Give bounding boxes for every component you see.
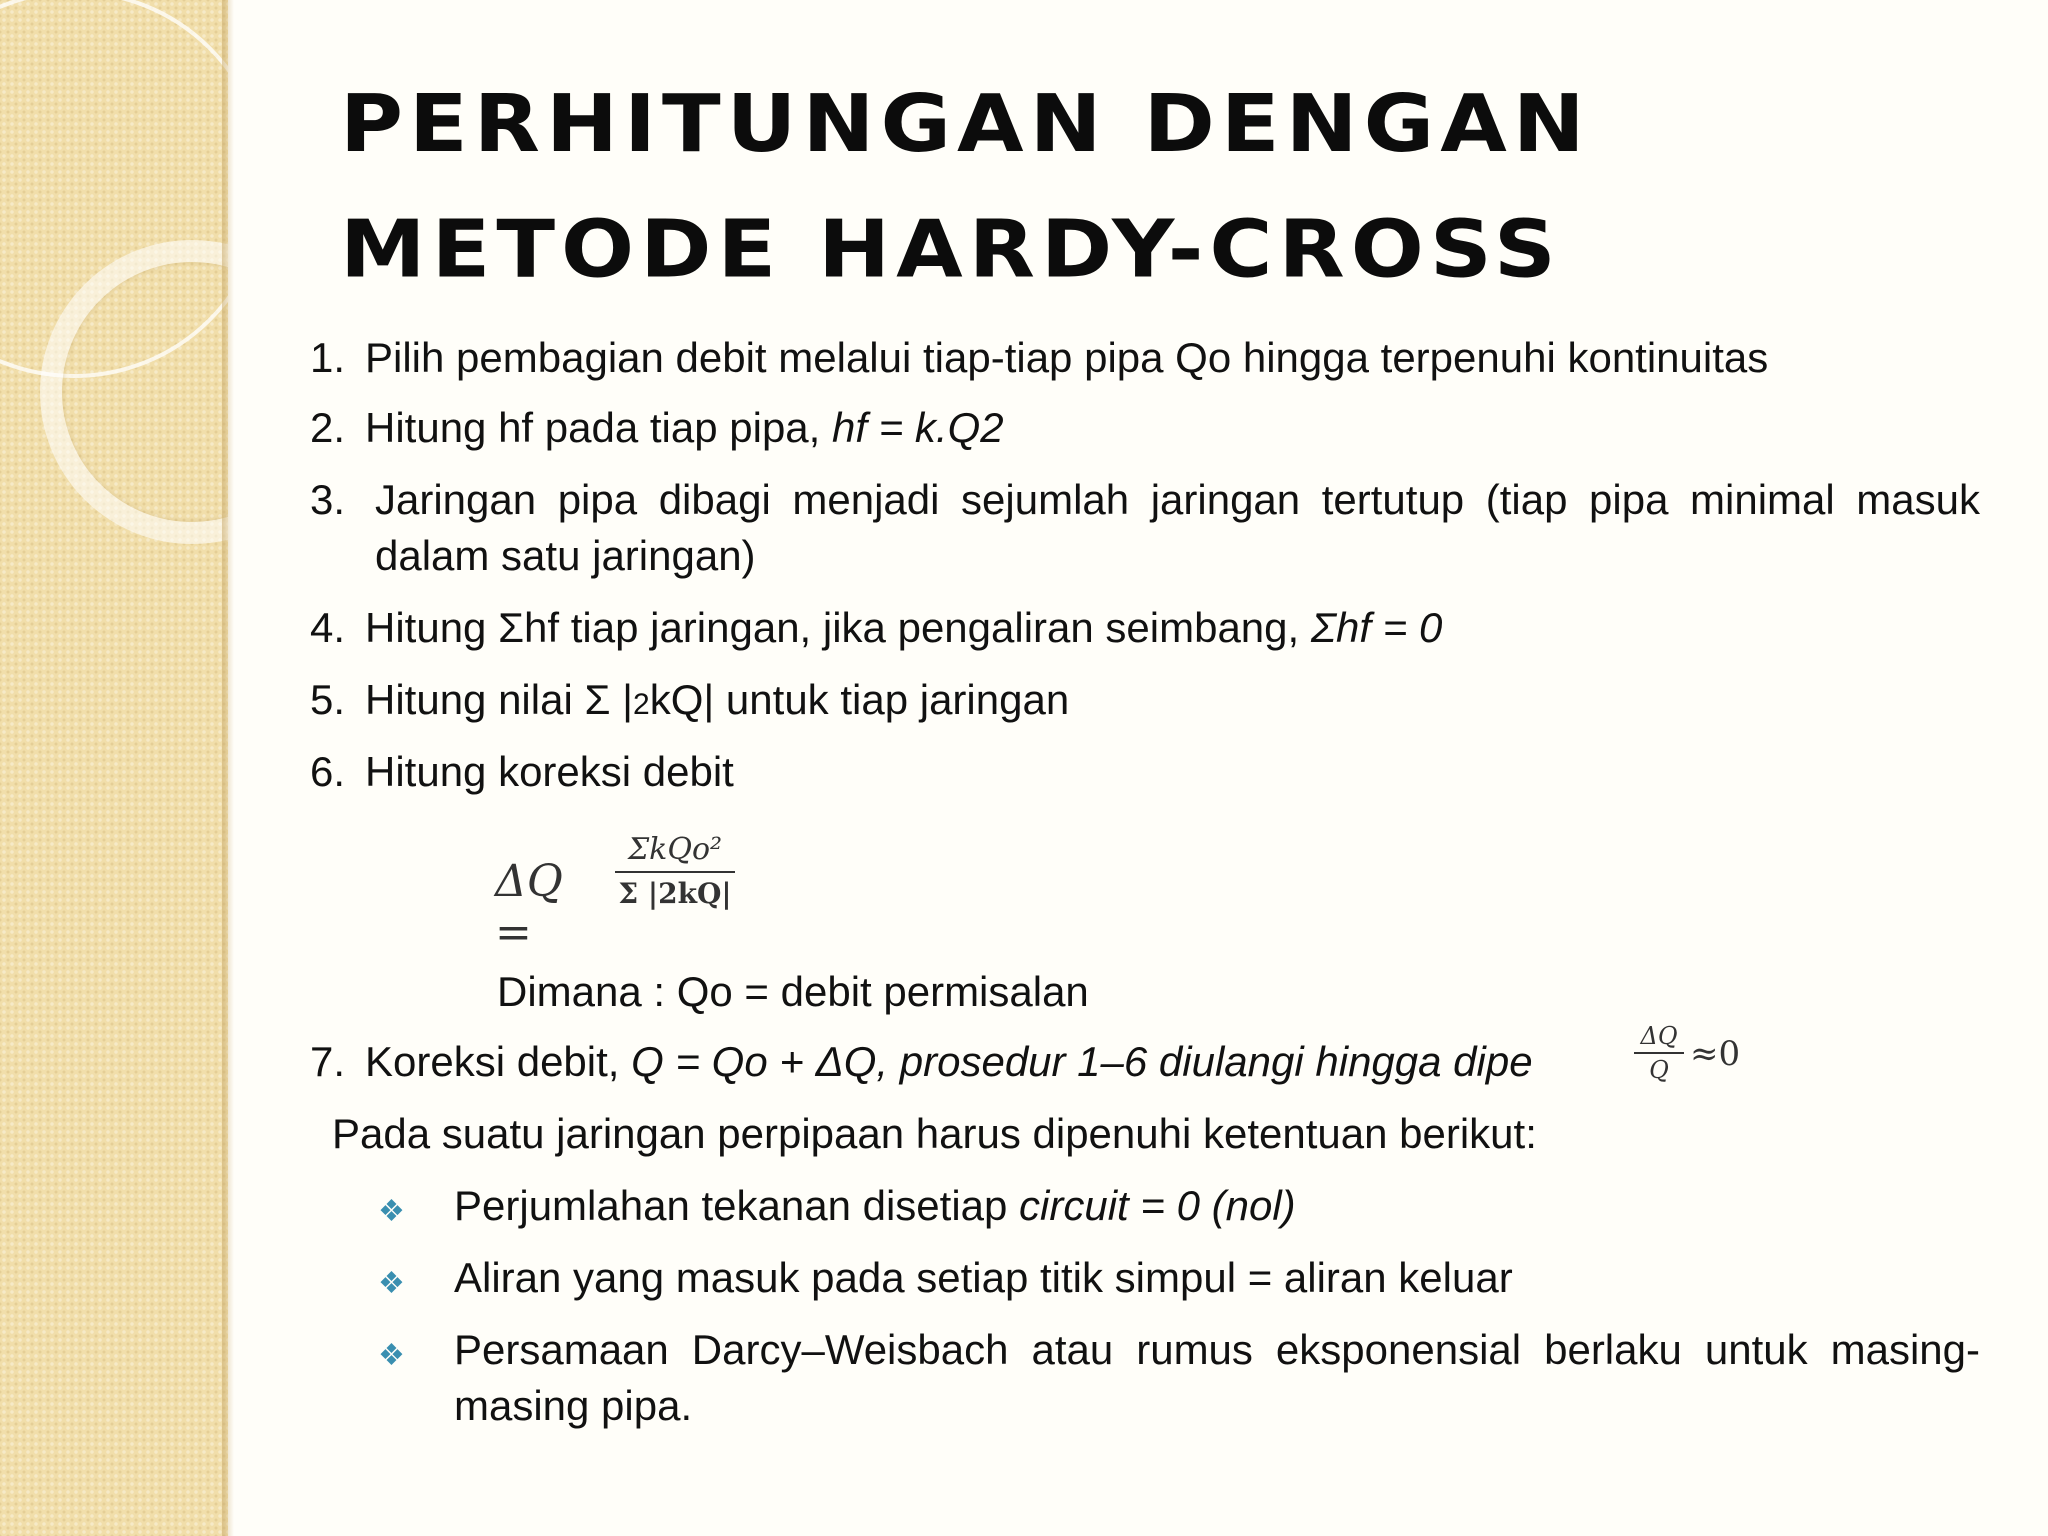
condition-text: Persamaan Darcy–Weisbach atau rumus eksponensial berlaku untuk masing-masing pipa.	[454, 1326, 1980, 1429]
ratio-approx: ≈0	[1690, 1034, 1741, 1074]
step-text: Hitung Σhf tiap jaringan, jika pengaliran seimbang,	[365, 604, 1300, 651]
condition-text: Perjumlahan tekanan disetiap	[454, 1182, 1008, 1229]
condition-italic: circuit = 0 (nol)	[1019, 1182, 1296, 1229]
step-2	[310, 400, 1980, 472]
slide-title	[340, 62, 1740, 312]
diamond-bullet-icon: ❖	[378, 1267, 405, 1300]
step-number: 2.	[310, 404, 346, 451]
step-text: Jaringan pipa dibagi menjadi sejumlah jaringan tertutup (tiap pipa minimal masuk dalam satu jaringan)	[375, 476, 1980, 579]
step-1	[310, 330, 1980, 400]
step-number: 5.	[310, 676, 346, 723]
step-subscript: 2	[633, 688, 650, 721]
step-number: 7.	[310, 1038, 346, 1085]
ratio-numerator: ΔQ	[1634, 1022, 1684, 1054]
diamond-bullet-icon: ❖	[378, 1195, 405, 1228]
step-formula: Σhf = 0	[1310, 604, 1443, 651]
condition-item	[378, 1250, 1980, 1322]
step-7	[310, 1034, 1533, 1090]
step-4	[310, 600, 1980, 672]
condition-text: Aliran yang masuk pada setiap titik simpul = aliran keluar	[454, 1254, 1513, 1301]
step-text: Hitung koreksi debit	[365, 748, 734, 795]
step-text: Pilih pembagian debit melalui tiap-tiap pipa Qo hingga terpenuhi kontinuitas	[365, 334, 1769, 381]
step-number: 3.	[310, 476, 346, 523]
formula-lhs: ΔQ =	[495, 856, 563, 958]
conditions-intro: Pada suatu jaringan perpipaan harus dipenuhi ketentuan berikut:	[332, 1110, 1537, 1157]
diamond-bullet-icon: ❖	[378, 1339, 405, 1372]
formula-numerator: ΣkQo²	[615, 832, 735, 873]
step-text: Koreksi debit,	[365, 1038, 620, 1085]
step-text: Hitung hf pada tiap pipa,	[365, 404, 821, 451]
ratio-fraction	[1634, 1022, 1684, 1084]
dimana-note: Dimana : Qo = debit permisalan	[497, 968, 1089, 1015]
formula-fraction	[615, 832, 735, 910]
band-edge-shadow	[222, 0, 234, 1536]
ratio-formula	[1634, 1020, 1764, 1100]
step-number: 4.	[310, 604, 346, 651]
step-5	[310, 672, 1980, 744]
decorative-side-band	[0, 0, 228, 1536]
formula-denominator: Σ |2kQ|	[618, 877, 732, 910]
condition-item	[378, 1178, 1980, 1250]
step-6	[310, 744, 1980, 816]
step-number: 6.	[310, 748, 346, 795]
condition-item	[378, 1322, 1980, 1434]
title-line-1: PERHITUNGAN DENGAN	[340, 78, 1591, 171]
conditions-list	[310, 1178, 1980, 1434]
title-line-2: METODE HARDY-CROSS	[340, 203, 1562, 296]
step-number: 1.	[310, 334, 346, 381]
step-text: Hitung nilai Σ |	[365, 676, 633, 723]
step-formula: hf = k.Q2	[832, 404, 1004, 451]
step-formula: Q = Qo + ΔQ, prosedur 1–6 diulangi hingga dipe	[631, 1038, 1533, 1085]
step-text: kQ| untuk tiap jaringan	[649, 676, 1070, 723]
slide-content	[310, 330, 1980, 816]
ratio-denominator: Q	[1649, 1056, 1669, 1084]
step-3	[310, 472, 1980, 600]
